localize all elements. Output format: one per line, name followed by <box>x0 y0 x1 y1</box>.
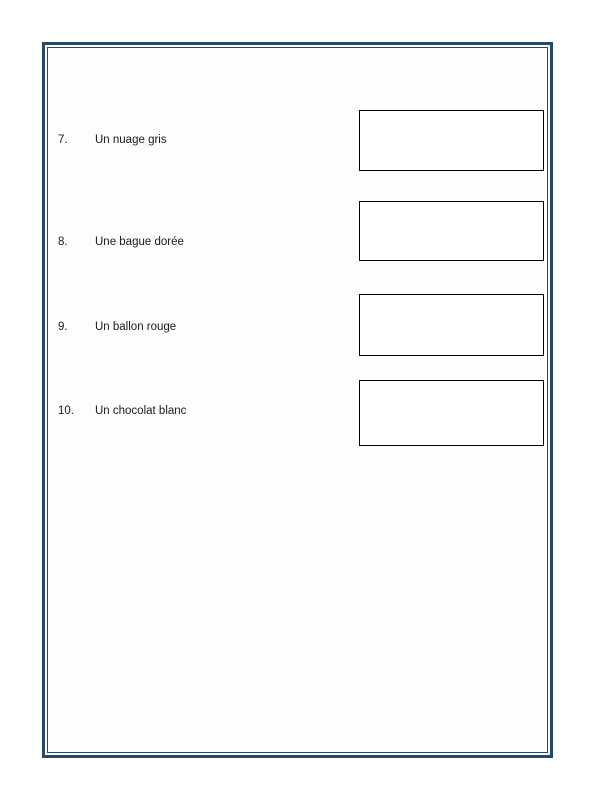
page-frame-inner-rule <box>47 47 548 753</box>
exercise-item-number: 9. <box>58 321 68 333</box>
answer-box[interactable] <box>359 110 544 171</box>
exercise-item-text: Une bague dorée <box>95 236 184 248</box>
exercise-item-number: 10. <box>58 405 74 417</box>
answer-box[interactable] <box>359 380 544 446</box>
exercise-item-text: Un ballon rouge <box>95 321 177 333</box>
page-frame <box>42 42 553 758</box>
worksheet-body <box>48 48 547 752</box>
exercise-item-text: Un nuage gris <box>95 134 167 146</box>
answer-box[interactable] <box>359 201 544 261</box>
exercise-item-text: Un chocolat blanc <box>95 405 187 417</box>
exercise-item-number: 7. <box>58 134 68 146</box>
exercise-item-number: 8. <box>58 236 68 248</box>
answer-box[interactable] <box>359 294 544 356</box>
